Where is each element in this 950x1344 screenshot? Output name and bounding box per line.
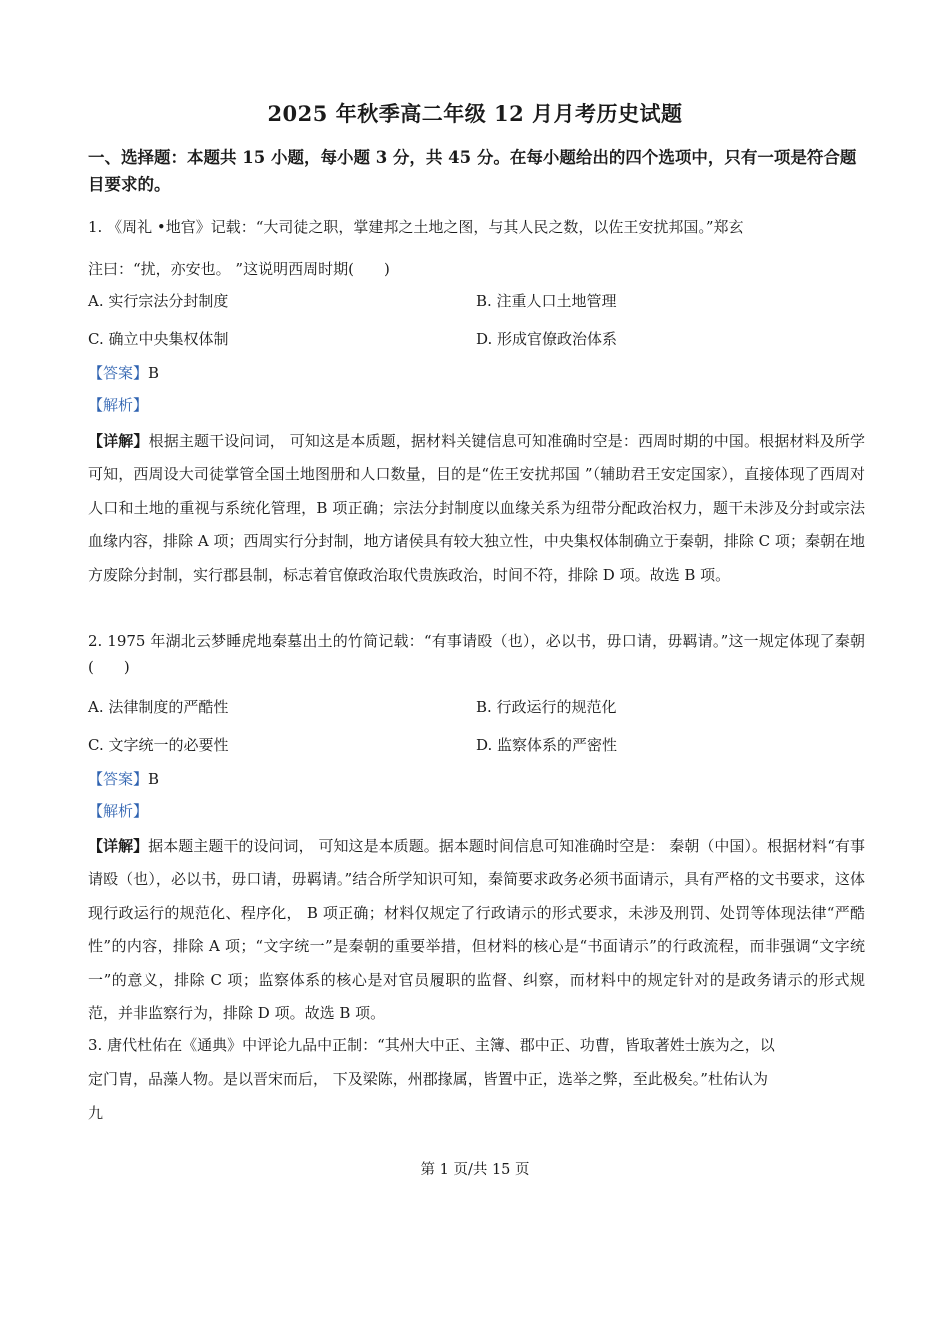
answer-label: 【答案】 [88,770,149,788]
question-2-option-b: B. 行政运行的规范化 [476,698,617,716]
answer-label: 【答案】 [88,364,149,382]
question-1-option-d: D. 形成官僚政治体系 [476,330,618,348]
question-3-stem-line-2: 定门胄，品藻人物。是以晋宋而后， 下及梁陈，州郡掾属，皆置中正，选举之弊，至此极矣。”杜佑认为 [88,1070,768,1088]
question-3-stem-line-3: 九 [88,1104,104,1122]
page-footer: 第 1 页/共 15 页 [420,1162,530,1178]
section-heading: 一、选择题：本题共 15 小题，每小题 3 分，共 45 分。在每小题给出的四个选项中，只有一项是符合题目要求的。 [88,148,857,194]
question-1-option-c: C. 确立中央集权体制 [88,330,229,348]
detail-label: 【详解】 [88,837,149,855]
question-2-option-c: C. 文字统一的必要性 [88,736,229,754]
question-2-option-d: D. 监察体系的严密性 [476,736,618,754]
question-1-analysis-label: 【解析】 [88,396,149,414]
question-2-option-a: A. 法律制度的严酷性 [88,698,229,716]
question-1-stem-line-2: 注曰：“扰，亦安也。 ”这说明西周时期( ) [88,260,390,278]
detail-text: 据本题主题干的设问词， 可知这是本质题。据本题时间信息可知准确时空是： 秦朝（中国）。根据材料“有事请殴（也），必以书，毋口请，毋羁请。”结合所学知识可知，秦简要求政务必须书面请示，具有严格的文书要求，这体现行政运行的规范化、程序化， B 项正确；材料仅规定了行政请示的形式要求，未涉及刑罚、处罚等体现法律“严酷性”的内容，排除 A 项；“文字统一”是秦朝的重要举措，但材料的核心是“书面请示”的行政流程，而非强调“文字统一”的意义，排除 C 项；监察体系的核心是对官员履职的监督、纠察，而材料中的规定针对的是政务请示的形式规范，并非监察行为，排除 D 项。故选 B 项。 [88,837,865,1023]
question-1-option-a: A. 实行宗法分封制度 [88,292,229,310]
answer-value: B [148,770,160,788]
question-1-answer [88,362,159,383]
question-2-stem: 2. 1975 年湖北云梦睡虎地秦墓出土的竹简记载：“有事请殴（也），必以书，毋口请，毋羁请。”这一规定体现了秦朝( ) [88,632,865,676]
question-2-detail [88,830,865,1030]
question-3-stem-line-1: 3. 唐代杜佑在《通典》中评论九品中正制：“其州大中正、主簿、郡中正、功曹，皆取著姓士族为之，以 [88,1036,775,1054]
detail-label: 【详解】 [88,432,149,450]
detail-text: 根据主题干设问词， 可知这是本质题，据材料关键信息可知准确时空是：西周时期的中国。根据材料及所学可知，西周设大司徒掌管全国土地图册和人口数量，目的是“佐王安扰邦国 ”（辅助君王安定国家），直接体现了西周对人口和土地的重视与系统化管理，B 项正确；宗法分封制度以血缘关系为纽带分配政治权力，题干未涉及分封或宗法血缘内容，排除 A 项；西周实行分封制，地方诸侯具有较大独立性，中央集权体制确立于秦朝，排除 C 项；秦朝在地方废除分封制，实行郡县制，标志着官僚政治取代贵族政治，时间不符，排除 D 项。故选 B 项。 [88,432,865,584]
page-title: 2025 年秋季高二年级 12 月月考历史试题 [267,101,683,126]
question-1-stem-line-1: 1. 《周礼 •地官》记载：“大司徒之职，掌建邦之土地之图，与其人民之数，以佐王安扰邦国。”郑玄 [88,218,744,236]
question-1-option-b: B. 注重人口土地管理 [476,292,617,310]
question-2-answer [88,768,159,789]
question-2-analysis-label: 【解析】 [88,802,149,820]
question-1-detail [88,425,865,592]
answer-value: B [148,364,160,382]
